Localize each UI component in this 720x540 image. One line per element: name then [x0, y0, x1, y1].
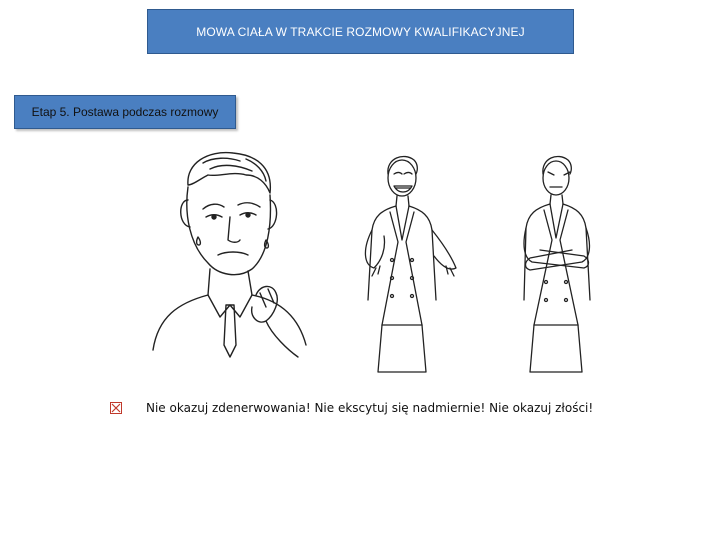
caption-row	[110, 398, 593, 418]
slide-title: MOWA CIAŁA W TRAKCIE ROZMOWY KWALIFIKACYJNEJ	[196, 24, 525, 39]
nervous-man-illustration	[148, 145, 308, 360]
excited-woman-illustration	[352, 150, 467, 375]
x-mark-icon	[110, 402, 122, 414]
caption-text: Nie okazuj zdenerwowania! Nie ekscytuj się nadmiernie! Nie okazuj złości!	[146, 401, 594, 415]
stage-label: Etap 5. Postawa podczas rozmowy	[31, 105, 219, 119]
slide-title-box	[147, 9, 574, 54]
angry-woman-illustration	[510, 150, 605, 375]
stage-label-box	[14, 95, 236, 129]
